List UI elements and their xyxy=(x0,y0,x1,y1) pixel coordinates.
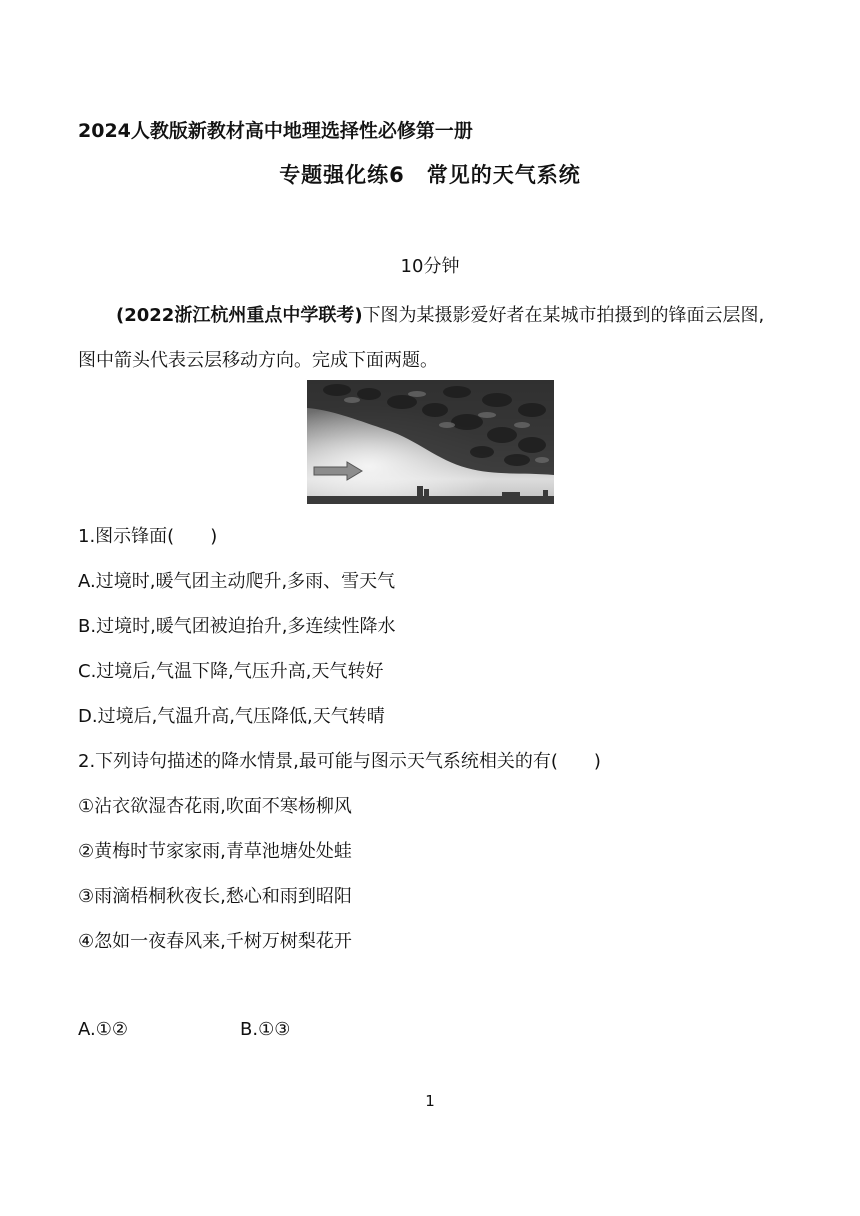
page-number: 1 xyxy=(425,1092,435,1110)
question-1-option-c: C.过境后,气温下降,气压升高,天气转好 xyxy=(78,661,384,682)
question-2-item-1: ①沾衣欲湿杏花雨,吹面不寒杨柳风 xyxy=(78,796,352,817)
question-1-stem: 1.图示锋面( ) xyxy=(78,526,218,547)
question-1-option-a: A.过境时,暖气团主动爬升,多雨、雪天气 xyxy=(78,571,396,592)
question-2-item-2: ②黄梅时节家家雨,青草池塘处处蛙 xyxy=(78,841,352,862)
question-2-item-4: ④忽如一夜春风来,千树万树梨花开 xyxy=(78,931,352,952)
question-2-stem: 2.下列诗句描述的降水情景,最可能与图示天气系统相关的有( ) xyxy=(78,751,601,772)
intro-text: 下图为某摄影爱好者在某城市拍摄到的锋面云层图,图中箭头代表云层移动方向。完成下面两题。 xyxy=(78,305,765,371)
intro-source: (2022浙江杭州重点中学联考) xyxy=(116,305,363,326)
question-1-option-d: D.过境后,气温升高,气压降低,天气转晴 xyxy=(78,706,385,727)
time-limit: 10分钟 xyxy=(400,256,460,277)
question-1-option-b: B.过境时,暖气团被迫抬升,多连续性降水 xyxy=(78,616,396,637)
question-2-option-b: B.①③ xyxy=(240,1019,291,1040)
question-2-option-a: A.①② xyxy=(78,1019,128,1040)
frontal-cloud-photo xyxy=(307,380,554,504)
series-title: 2024人教版新教材高中地理选择性必修第一册 xyxy=(78,120,473,142)
question-2-item-3: ③雨滴梧桐秋夜长,愁心和雨到昭阳 xyxy=(78,886,352,907)
intro-paragraph xyxy=(78,293,778,383)
page-title: 专题强化练6 常见的天气系统 xyxy=(279,163,581,187)
